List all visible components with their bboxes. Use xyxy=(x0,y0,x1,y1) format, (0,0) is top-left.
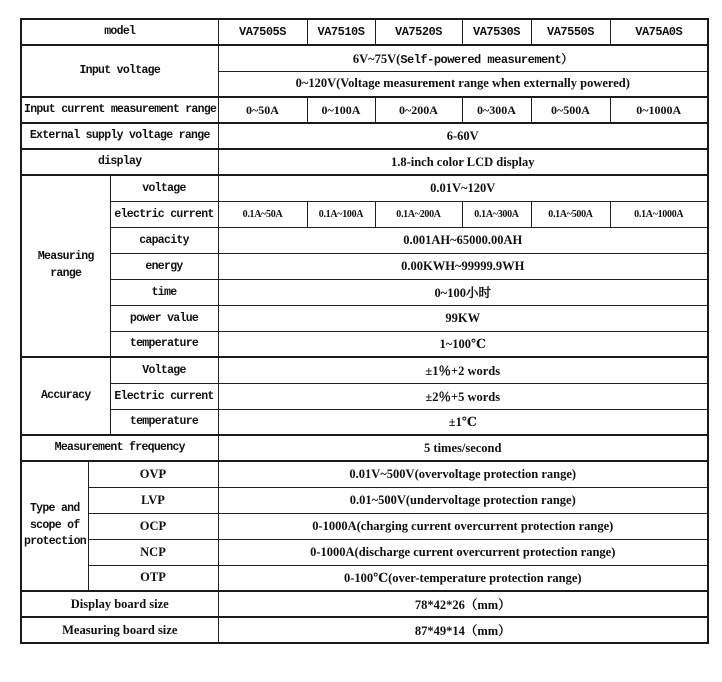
accuracy-sub-label: temperature xyxy=(110,409,218,435)
value-emphasis: Self-powered measurement） xyxy=(400,52,573,67)
input-current-value: 0~300A xyxy=(462,97,531,123)
protection-sub-label: OCP xyxy=(88,513,218,539)
input-current-value: 0~50A xyxy=(218,97,307,123)
measuring-sub-label: temperature xyxy=(110,331,218,357)
measurement-frequency-label: Measurement frequency xyxy=(21,435,218,461)
model-row-label: model xyxy=(21,19,218,45)
model-name: VA75A0S xyxy=(610,19,708,45)
row-display-board-size xyxy=(21,591,708,617)
measuring-current-value: 0.1A~1000A xyxy=(610,201,708,227)
input-current-value: 0~100A xyxy=(307,97,375,123)
row-accuracy-voltage xyxy=(21,357,708,383)
measuring-board-size-label: Measuring board size xyxy=(21,617,218,643)
model-name: VA7520S xyxy=(375,19,462,45)
row-protection-otp xyxy=(21,565,708,591)
measuring-current-value: 0.1A~200A xyxy=(375,201,462,227)
input-voltage-label: Input voltage xyxy=(21,45,218,97)
protection-value: 0-1000A(charging current overcurrent protection range) xyxy=(218,513,708,539)
model-name: VA7530S xyxy=(462,19,531,45)
protection-value: 0.01~500V(undervoltage protection range) xyxy=(218,487,708,513)
measuring-current-value: 0.1A~500A xyxy=(531,201,610,227)
row-measuring-energy xyxy=(21,253,708,279)
measuring-current-value: 0.1A~300A xyxy=(462,201,531,227)
row-measuring-time xyxy=(21,279,708,305)
protection-value: 0.01V~500V(overvoltage protection range) xyxy=(218,461,708,487)
measuring-sub-label: capacity xyxy=(110,227,218,253)
row-protection-ovp xyxy=(21,461,708,487)
display-board-size-label: Display board size xyxy=(21,591,218,617)
external-supply-label: External supply voltage range xyxy=(21,123,218,149)
row-display xyxy=(21,149,708,175)
measuring-value: 0.001AH~65000.00AH xyxy=(218,227,708,253)
accuracy-value: ±1℃ xyxy=(218,409,708,435)
row-protection-ncp xyxy=(21,539,708,565)
measuring-sub-label: time xyxy=(110,279,218,305)
measuring-sub-label: power value xyxy=(110,305,218,331)
measuring-value: 1~100℃ xyxy=(218,331,708,357)
display-value: 1.8-inch color LCD display xyxy=(218,149,708,175)
accuracy-sub-label: Voltage xyxy=(110,357,218,383)
protection-value: 0-100℃(over-temperature protection range) xyxy=(218,565,708,591)
input-current-label: Input current measurement range xyxy=(21,97,218,123)
input-current-value: 0~200A xyxy=(375,97,462,123)
row-accuracy-temperature xyxy=(21,409,708,435)
input-voltage-self-value xyxy=(218,45,708,71)
protection-group-label: Type and scope of protection xyxy=(21,461,88,591)
measuring-current-value: 0.1A~100A xyxy=(307,201,375,227)
row-model xyxy=(21,19,708,45)
model-name: VA7550S xyxy=(531,19,610,45)
spec-table xyxy=(20,18,709,644)
accuracy-value: ±2％+5 words xyxy=(218,383,708,409)
row-measuring-voltage xyxy=(21,175,708,201)
model-name: VA7505S xyxy=(218,19,307,45)
external-supply-value: 6-60V xyxy=(218,123,708,149)
row-measuring-current xyxy=(21,201,708,227)
measuring-range-group-label: Measuring range xyxy=(21,175,110,357)
row-measurement-frequency xyxy=(21,435,708,461)
row-input-voltage-self xyxy=(21,45,708,71)
measuring-value: 0.00KWH~99999.9WH xyxy=(218,253,708,279)
measuring-value: 0.01V~120V xyxy=(218,175,708,201)
display-label: display xyxy=(21,149,218,175)
accuracy-group-label: Accuracy xyxy=(21,357,110,435)
measuring-sub-label: energy xyxy=(110,253,218,279)
protection-sub-label: NCP xyxy=(88,539,218,565)
row-input-current xyxy=(21,97,708,123)
measuring-value: 99KW xyxy=(218,305,708,331)
measuring-sub-label: electric current xyxy=(110,201,218,227)
protection-value: 0-1000A(discharge current overcurrent protection range) xyxy=(218,539,708,565)
accuracy-sub-label: Electric current xyxy=(110,383,218,409)
value-prefix: 6V~75V( xyxy=(352,51,401,66)
row-measuring-capacity xyxy=(21,227,708,253)
accuracy-value: ±1％+2 words xyxy=(218,357,708,383)
measuring-board-size-value: 87*49*14（mm） xyxy=(218,617,708,643)
input-voltage-external-value: 0~120V(Voltage measurement range when externally powered) xyxy=(218,71,708,97)
measurement-frequency-value: 5 times/second xyxy=(218,435,708,461)
input-current-value: 0~1000A xyxy=(610,97,708,123)
protection-sub-label: OVP xyxy=(88,461,218,487)
row-protection-ocp xyxy=(21,513,708,539)
measuring-value: 0~100小时 xyxy=(218,279,708,305)
protection-sub-label: OTP xyxy=(88,565,218,591)
measuring-current-value: 0.1A~50A xyxy=(218,201,307,227)
row-measuring-power xyxy=(21,305,708,331)
display-board-size-value: 78*42*26（mm） xyxy=(218,591,708,617)
row-protection-lvp xyxy=(21,487,708,513)
model-name: VA7510S xyxy=(307,19,375,45)
input-current-value: 0~500A xyxy=(531,97,610,123)
protection-sub-label: LVP xyxy=(88,487,218,513)
row-measuring-board-size xyxy=(21,617,708,643)
measuring-sub-label: voltage xyxy=(110,175,218,201)
row-accuracy-current xyxy=(21,383,708,409)
row-external-supply xyxy=(21,123,708,149)
row-measuring-temperature xyxy=(21,331,708,357)
